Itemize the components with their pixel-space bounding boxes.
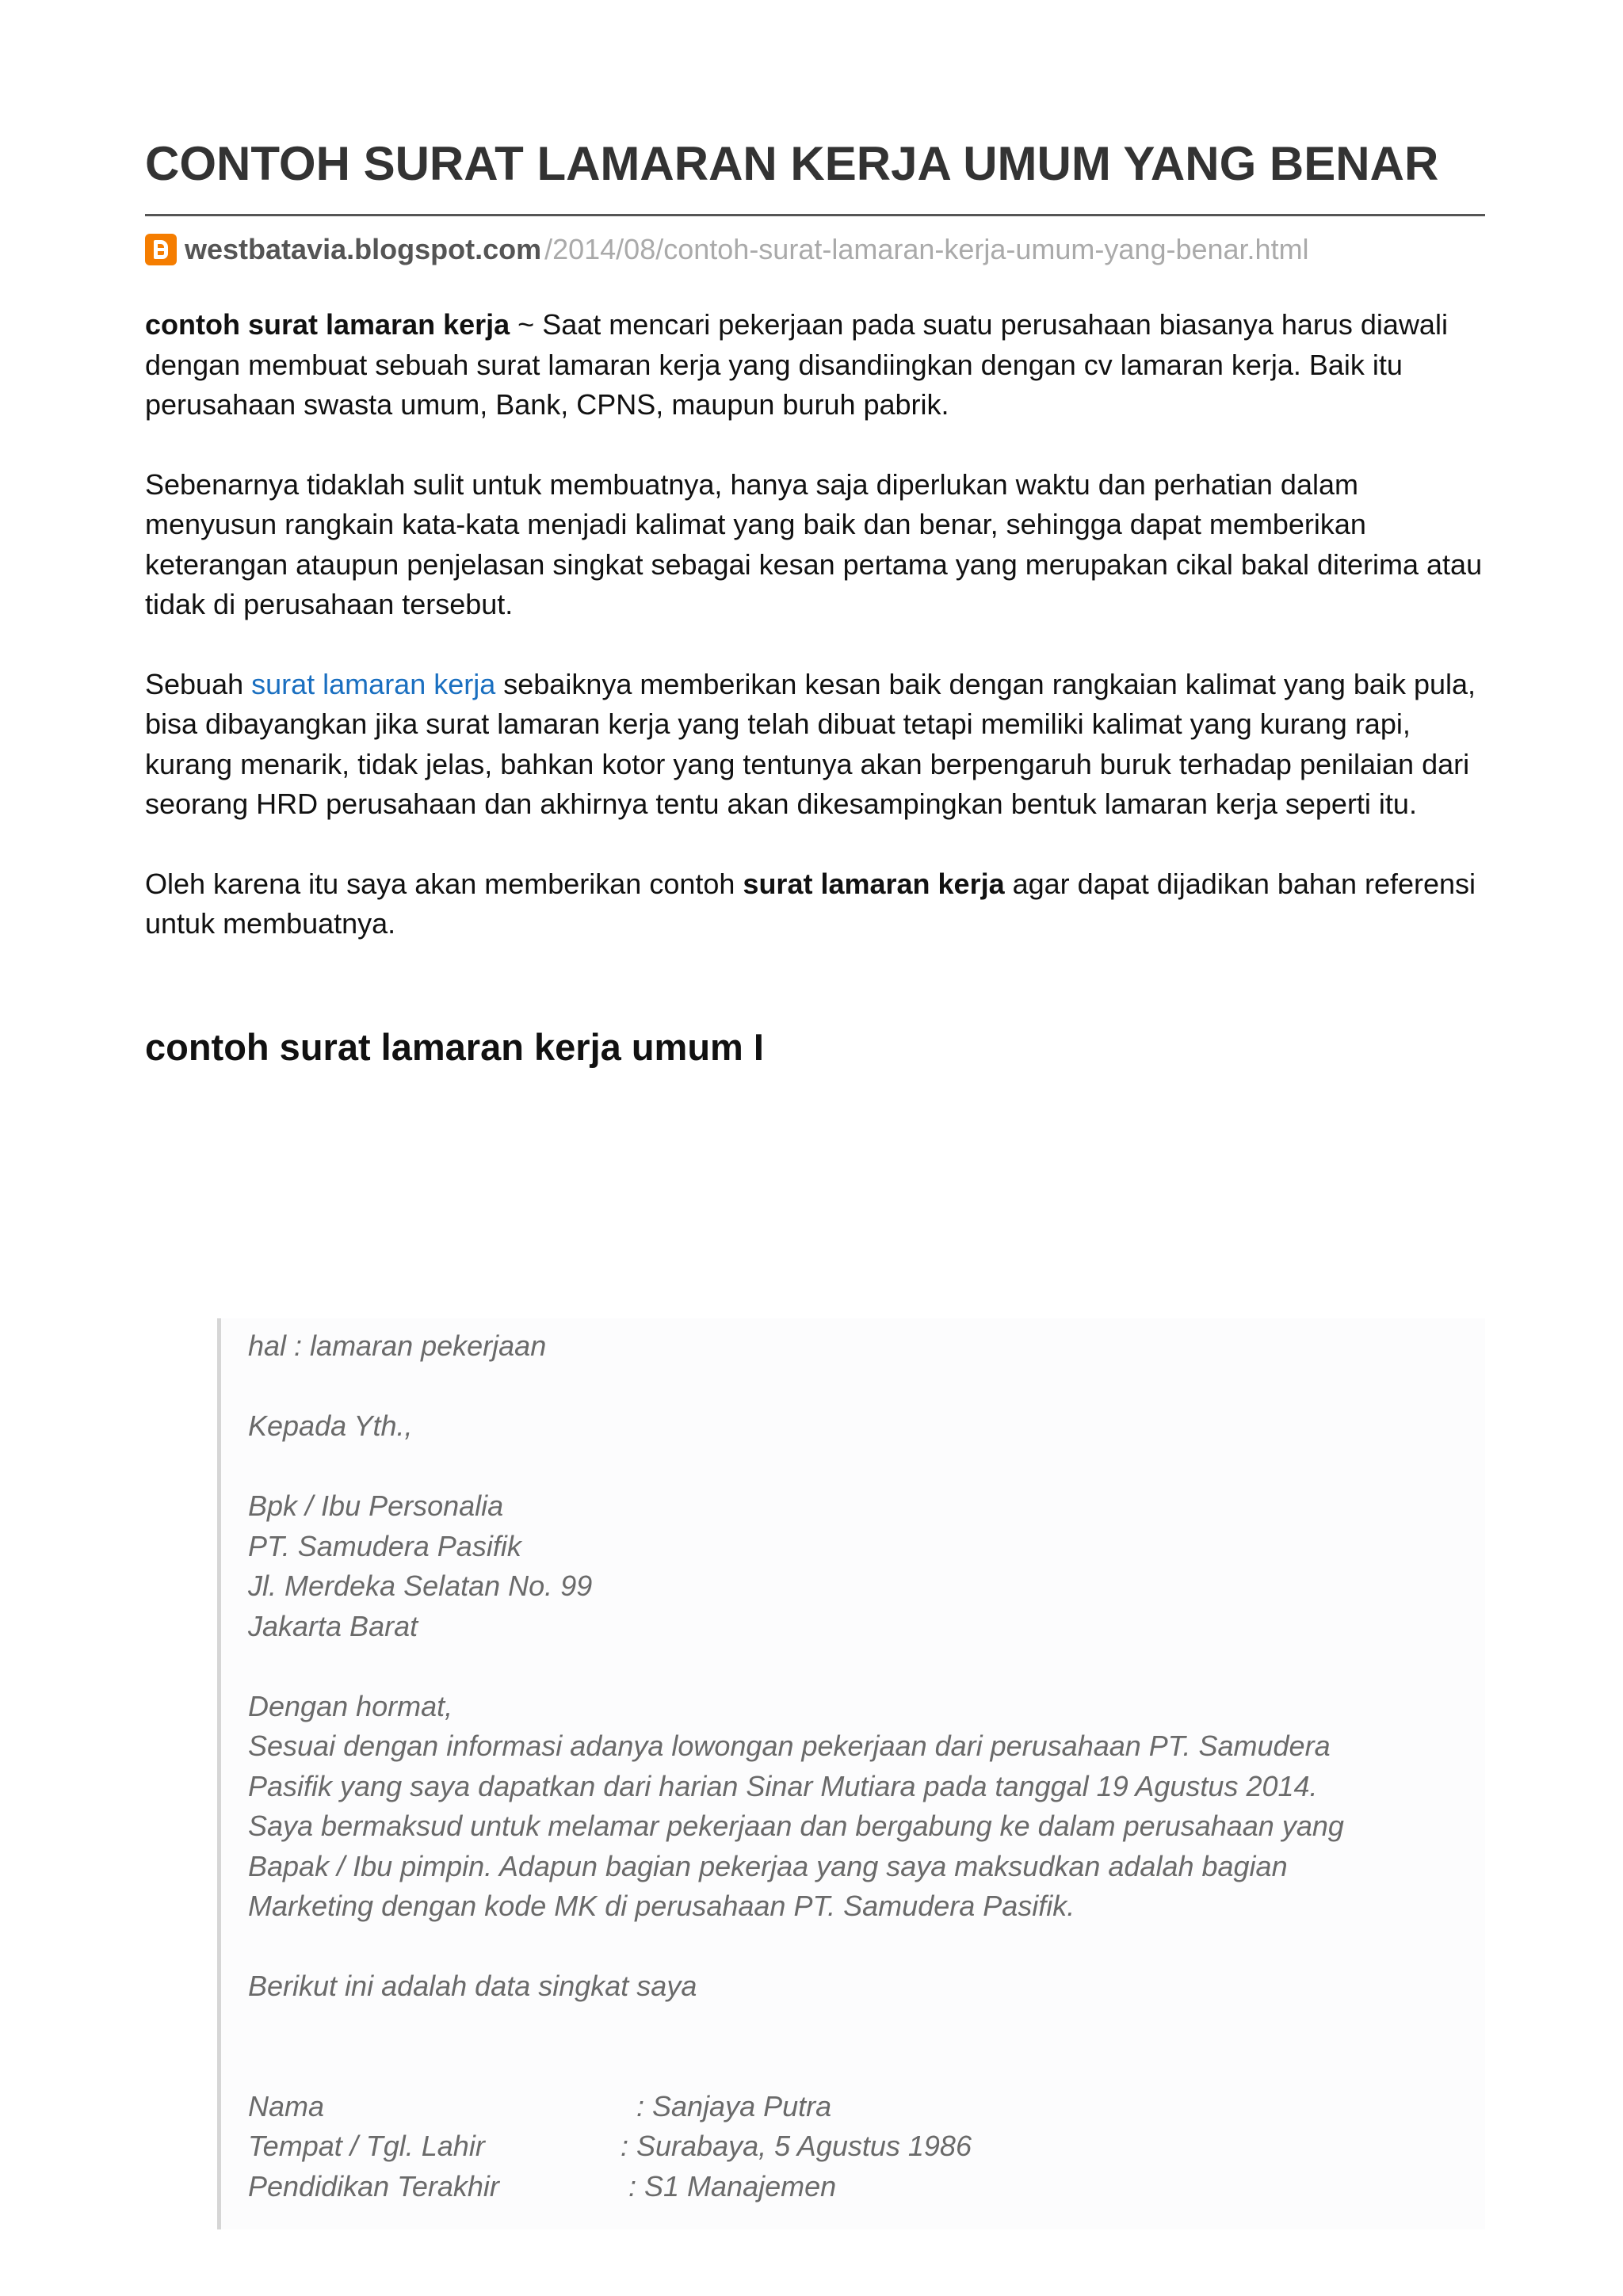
letter-example-quote [217, 1318, 1485, 2229]
data-label: Pendidikan Terakhir [248, 2169, 499, 2203]
source-path[interactable]: /2014/08/contoh-surat-lamaran-kerja-umum-yang-benar.html [544, 233, 1309, 265]
paragraph-intro-text: ~ Saat mencari pekerjaan pada suatu perusahaan biasanya harus diawali dengan membuat sebuah surat lamaran kerja yang disandiingkan dengan cv lamaran kerja. Baik itu perusahaan swasta umum, Bank, CPNS, maupun buruh pabrik. [145, 308, 1448, 421]
letter-data-row [248, 2087, 1485, 2127]
paragraph-3 [145, 665, 1485, 825]
paragraph-4-rest: agar dapat dijadikan bahan referensi untuk membuatnya. [145, 867, 1476, 940]
paragraph-4 [145, 864, 1485, 944]
source-line [145, 231, 1485, 269]
letter-intro-line: Sesuai dengan informasi adanya lowongan pekerjaan dari perusahaan PT. Samudera [248, 1730, 1331, 1762]
article-body [145, 305, 1485, 1071]
letter-intro-line: Bapak / Ibu pimpin. Adapun bagian pekerjaa yang saya maksudkan adalah bagian [248, 1849, 1288, 1882]
paragraph-3-start: Sebuah [145, 667, 252, 700]
data-value: : Surabaya, 5 Agustus 1986 [621, 2130, 972, 2162]
paragraph-4-start: Oleh karena itu saya akan memberikan contoh [145, 867, 743, 900]
letter-intro-line: Pasifik yang saya dapatkan dari harian Sinar Mutiara pada tanggal 19 Agustus 2014. [248, 1769, 1318, 1802]
letter-opening: Dengan hormat, [248, 1689, 453, 1722]
section-heading: contoh surat lamaran kerja umum I [145, 1025, 764, 1068]
page-title: CONTOH SURAT LAMARAN KERJA UMUM YANG BENAR [145, 137, 1439, 190]
keyword-bold-2: surat lamaran kerja [743, 867, 1005, 900]
data-value: : S1 Manajemen [621, 2169, 837, 2203]
letter-subject: hal : lamaran pekerjaan [248, 1329, 547, 1362]
letter-intro-line: Marketing dengan kode MK di perusahaan PT. Samudera Pasifik. [248, 1890, 1075, 1922]
letter-address-line: Jakarta Barat [248, 1609, 418, 1642]
letter-intro-line: Saya bermaksud untuk melamar pekerjaan dan bergabung ke dalam perusahaan yang [248, 1810, 1344, 1842]
source-domain[interactable]: westbatavia.blogspot.com [185, 233, 542, 265]
data-value: : Sanjaya Putra [621, 2089, 832, 2122]
title-divider [145, 214, 1485, 216]
letter-data-row [248, 2126, 1485, 2167]
letter-data-intro: Berikut ini adalah data singkat saya [248, 1970, 697, 2002]
letter-address-line: PT. Samudera Pasifik [248, 1529, 521, 1562]
keyword-bold: contoh surat lamaran kerja [145, 308, 510, 341]
letter-address-line: Jl. Merdeka Selatan No. 99 [248, 1569, 593, 1602]
surat-lamaran-kerja-link[interactable]: surat lamaran kerja [251, 667, 496, 700]
paragraph-3-rest: sebaiknya memberikan kesan baik dengan rangkaian kalimat yang baik pula, bisa dibayangkan jika surat lamaran kerja yang telah dibuat tetapi memiliki kalimat yang kurang rapi, kurang menarik, tidak jelas, bahkan kotor yang tentunya akan berpengaruh buruk terhadap penilaian dari seorang HRD perusahaan dan akhirnya tentu akan dikesampingkan bentuk lamaran kerja seperti itu. [145, 667, 1476, 820]
letter-salutation: Kepada Yth., [248, 1409, 413, 1442]
paragraph-2: Sebenarnya tidaklah sulit untuk membuatnya, hanya saja diperlukan waktu dan perhatian dalam menyusun rangkain kata-kata menjadi kalimat yang baik dan benar, sehingga dapat memberikan keterangan ataupun penjelasan singkat sebagai kesan pertama yang merupakan cikal bakal diterima atau tidak di perusahaan tersebut. [145, 467, 1483, 620]
blogger-icon [145, 234, 177, 265]
data-label: Tempat / Tgl. Lahir [248, 2130, 485, 2162]
paragraph-intro [145, 305, 1485, 425]
letter-address-line: Bpk / Ibu Personalia [248, 1489, 504, 1522]
data-label: Nama [248, 2089, 325, 2122]
letter-data-row [248, 2167, 1485, 2207]
